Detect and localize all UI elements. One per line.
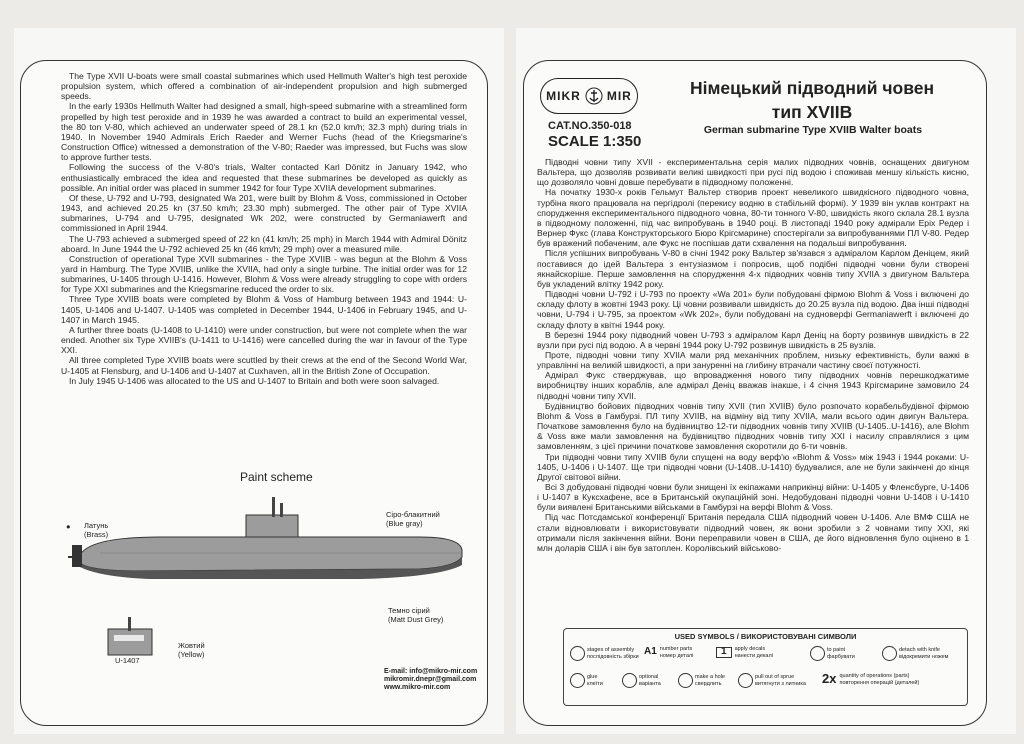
logo-text-right: MIR [606,89,632,103]
anchor-icon [585,87,603,105]
optional-icon [622,673,637,688]
symbol-pull-sprue: pull out of sprue витягнути з литника [738,673,806,688]
title-line-1: Німецький підводний човен [689,78,935,98]
paragraph: Будівництво бойових підводних човнів типу XVII (тип XVIIB) було розпочато корабельбудівної фірмою Blohm & Voss в Гамбурзі. ПЛ типу XVIIB, на відміну від типу XVIIA, мали всього один двигун Вальтера. Початкове замовлення було на будівництво 12-ти підводних човнів типу XVIIB (U-1405..U-1416), але Blohm & Voss вже мали замовлення на будівництво підводних човнів типу XXI і насилу справлялися з цим замовленням, з цієї причини початкове замовлення скоротили до 6-ти човнів. [537,400,969,452]
paragraph: Три підводні човни типу XVIIB були спущені на воду верф'ю «Blohm & Voss» між 1943 і 1944 роками: U-1405, U-1406 і U-1407. Ще три підводні човни (U-1408..U-1410) будувалися, але не були закінчені до кінця Другої світової війни. [537,451,969,482]
paragraph: Підводні човни U-792 і U-793 по проекту «Wa 201» були побудовані фірмою Blohm & Voss і включені до складу флоту в жовтні 1943 року. Ці човни розвивали швидкість до 20.25 вузла під водою. Два інші підводні човни, U-794 і U-795, за проектом «Wk 202», були побудовані на судноверфі Germaniawerft і включені до складу флоту в квітні 1944 року. [537,289,969,330]
sprue-icon [738,673,753,688]
color-label-blue-gray: Сіро-блакитний (Blue gray) [386,510,440,528]
paragraph: In July 1945 U-1406 was allocated to the US and U-1407 to Britain and both were soon salvaged. [69,375,440,386]
symbol-make-hole: make a hole свердлить [678,673,725,688]
paragraph: Of these, U-792 and U-793, designated Wa 201, were built by Blohm & Voss, commissioned in October 1943, and achieved 20.25 kn (37.50 km/h; 23.30 mph) submerged. The other pair of Type XVIIA submarines, U-794 and U-795, designated Wk 202, were constructed by Germaniawerft and commissioned in April 1944. [61,192,467,234]
paragraph: Після успішних випробувань V-80 в січні 1942 року Вальтер зв'язався з адміралом Карлом Деніцем, який поставився до ідей Вальтера з ентузіазмом і попросив, щоб подібні підводні човни були створені якнайскоріше. Перше замовлення на спорудження 4-х підводних човнів типу XVIIA з двигуном Вальтера був укладений влітку 1942 року. [537,248,969,289]
color-label-yellow: Жовтий (Yellow) [178,641,205,659]
brush-icon [810,646,825,661]
history-text-ukrainian [537,157,969,553]
symbols-title: USED SYMBOLS / ВИКОРИСТОВУВАНІ СИМВОЛИ [674,632,857,641]
contact-info: E-mail: info@mikro-mir.com mikromir.dnepr@gmail.com www.mikro-mir.com [384,668,478,691]
knife-icon [882,646,897,661]
scale-label: SCALE 1:350 [548,133,642,150]
title-line-2: тип XVIIB [771,102,853,122]
symbol-glue: glue клеїти [570,673,603,688]
color-label-brass: Латунь (Brass) [84,521,109,539]
symbol-stages: stages of assembly послідовність збірки [570,646,639,661]
paragraph: All three completed Type XVIIB boats were scuttled by their crews at the end of the Second World War, U-1405 at Flensburg, and U-1406 and U-1407 at Cuxhaven, all in the British Zone of Occupation. [61,355,467,376]
used-symbols-legend [563,628,968,706]
symbol-to-paint: to paint фарбувати [810,646,855,661]
symbol-detach-knife: detach with knife відокремити ножем [882,646,948,661]
symbol-apply-decals: 1 apply decals нанести декалі [716,646,773,659]
symbol-optional: optional варіанта [622,673,661,688]
drill-icon [678,673,693,688]
u1407-detail-illustration [100,615,160,657]
paragraph: В березні 1944 року підводний човен U-793 з адміралом Карл Деніц на борту розвинув швидкість в 22 вузли при русі під водою. А в червні 1944 року U-792 розвинув швидкість в 25 вузлів. [537,329,969,350]
paragraph: A further three boats (U-1408 to U-1410) were under construction, but were not complete when the war ended. Another six Type XVIIB's (U-1411 to U-1416) were cancelled during the war in favour of the Type XXI. [61,324,467,356]
paragraph: Адмірал Фукс стверджував, що впровадження нового типу підводних човнів перешкоджатиме виробництву інших кораблів, але адмірал Деніц вважав інакше, і 4 січня 1943 Крігсмарине замовило 24 підводні човни типу XVII. [537,370,969,401]
paint-scheme-title: Paint scheme [240,470,313,484]
page-title [662,76,962,124]
history-text-english [61,71,467,386]
paragraph: Three Type XVIIB boats were completed by Blohm & Voss of Hamburg between 1943 and 1944: U-1405, U-1406 and U-1407. U-1405 was completed in December 1944, U-1406 in February 1945, and U-1407 in March 1945. [61,294,467,325]
paragraph: Під час Потсдамської конференції Британія передала США підводний човен U-1406. Але ВМФ США не стали відновлювати і використовувати підводний човен, як вони зробили з 2 човнами типу XXI, які отримали після закінчення війни. Вони переправили човен в США, де його відновлення було оцінено в 1 млн доларів США і він був затоплен. Королівський військово- [537,512,969,553]
symbol-number-parts: A1 number parts номер деталі [644,646,694,659]
symbol-quantity: 2x quantity of operations (parts) повторення операцій (деталей) [822,671,920,687]
detail-label: U-1407 [115,656,140,665]
stages-icon [570,646,585,661]
catalog-number: CAT.NO.350-018 [548,120,632,132]
paragraph: Construction of operational Type XVII submarines - the Type XVIIB - was begun at the Blohm & Voss yard in Hamburg. The Type XVIIB, unlike the XVIIA, had only a single turbine. The initial order was for 12 submarines, U-1405 through U-1416. However, Blohm & Voss were already struggling to cope with orders for Type XXI submarines and the Kriegsmarine reduced the order to six. [61,253,467,295]
mikromir-logo [540,78,638,114]
paragraph: Всі 3 добудовані підводні човни були знищені їх екіпажами наприкінці війни: U-1405 у Фленсбурге, U-1406 і U-1407 в Куксхафене, все в Британській окупаційній зоні. Недобудовані підводні човни U-1408 і U-1410 були виявлені Британськими військами в Гамбурзі на верфі Blohm & Voss. [537,482,969,513]
page-subtitle: German submarine Type XVIIB Walter boats [703,124,923,136]
brass-marker-icon: ● [66,522,71,531]
paragraph: Following the success of the V-80's trials, Walter contacted Karl Dönitz in January 1942, who enthusiastically embraced the idea and requested that these submarines be developed as quickly as possible. An initial order was placed in summer 1942 for four Type XVIIA development submarines. [61,162,467,193]
paragraph: The U-793 achieved a submerged speed of 22 kn (41 km/h; 25 mph) in March 1944 with Admiral Dönitz aboard. In June 1944 the U-792 achieved 25 kn (46 km/h; 29 mph) over a measured mile. [61,233,467,254]
glue-icon [570,673,585,688]
paragraph: In the early 1930s Hellmuth Walter had designed a small, high-speed submarine with a streamlined form propelled by high test peroxide and in 1939 he was awarded a contract to build an experimental vessel, the 80 ton V-80, which achieved an underwater speed of 28.1 kn (52.0 km/h; 32.3 mph) during trials in 1940. In November 1940 Admirals Erich Raeder and Werner Fuchs (head of the Kriegsmarine's Construction Office) witnessed a demonstration of the V-80; Raeder was impressed, but Fuchs was slow to approve further tests. [61,101,467,163]
logo-text-left: MIKR [546,89,581,103]
paragraph: The Type XVII U-boats were small coastal submarines which used Hellmuth Walter's high test peroxide propulsion system, which offered a combination of air-independent propulsion and high submerged speeds. [61,71,467,102]
paragraph: На початку 1930-х років Гельмут Вальтер створив проект невеликого швидкісного підводного човна, турбіна якого працювала на пергідролі (перекису водню в стабільній формі). У 1939 він уклав контракт на спорудження експериментального підводного човна, 80-ти тонного V-80, швидкість якого склала 28.1 вузла в підводному положенні, під час випробувань в 1940 році. В листопаді 1940 року адмірали Еріх Редер і Вернер Фукс (глава Конструкторського Бюро Крігсмарине) спостерігали за випробуваннями ПЛ V-80. Редер був вражений побаченим, але Фукс не поспішав дати схвалення на подальші випробування. [537,187,969,249]
paragraph: Підводні човни типу XVII - експериментальна серія малих підводних човнів, оснащених двигуном Вальтера, що дозволяв розвивати великі швидкості при русі під водою і споживав меншу кількість кисню, що дозволяло човні довше перебувати в підводному положенні. [537,157,969,188]
color-label-matt-dust-grey: Темно сірий (Matt Dust Grey) [388,606,444,624]
paragraph: Проте, підводні човни типу XVIIA мали ряд механічних проблем, низьку ефективність, були важкі в управлінні на великій швидкості, а при зануренні на глибину втрачали частину своєї потужності. [537,349,969,371]
